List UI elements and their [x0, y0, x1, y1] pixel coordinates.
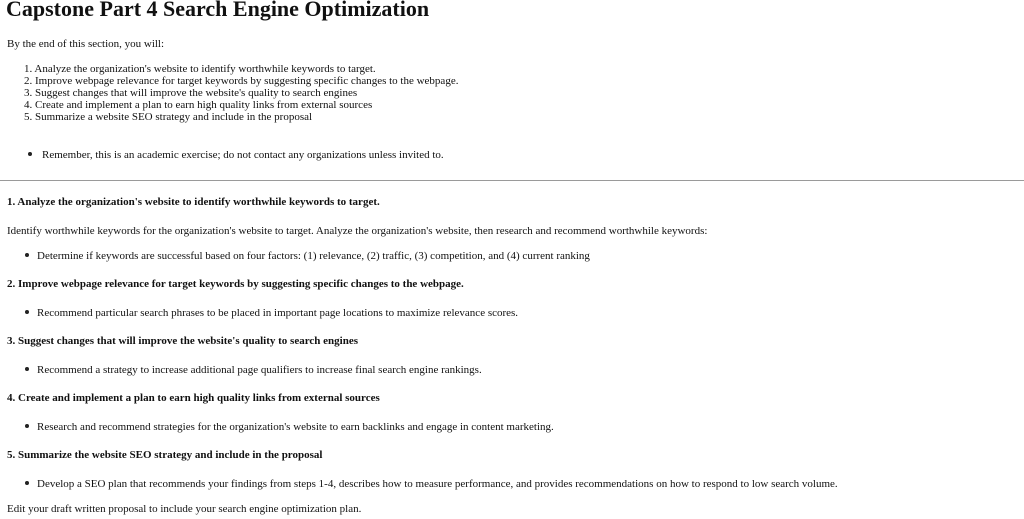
- section-bullet-1: [25, 249, 590, 263]
- section-bullet-3: [25, 363, 482, 377]
- objective-item: 4. Create and implement a plan to earn high quality links from external sources: [24, 99, 373, 111]
- bullet-text: Determine if keywords are successful based on four factors: (1) relevance, (2) traffic, (3) competition, and (4) current ranking: [37, 250, 590, 262]
- section-bullet-2: [25, 306, 518, 320]
- section-description-1: Identify worthwhile keywords for the organization's website to target. Analyze the organization's website, then research and recommend worthwhile keywords:: [7, 225, 708, 237]
- reminder-note: [28, 148, 444, 162]
- section-divider: [0, 180, 1024, 181]
- objective-item: 5. Summarize a website SEO strategy and include in the proposal: [24, 111, 313, 123]
- bullet-icon: [25, 481, 29, 485]
- objective-item: 3. Suggest changes that will improve the website's quality to search engines: [24, 87, 358, 99]
- objectives-list: [24, 63, 458, 123]
- objective-item: 2. Improve webpage relevance for target keywords by suggesting specific changes to the webpage.: [24, 75, 459, 87]
- section-heading-3: 3. Suggest changes that will improve the website's quality to search engines: [7, 335, 358, 347]
- section-heading-2: 2. Improve webpage relevance for target keywords by suggesting specific changes to the webpage.: [7, 278, 464, 290]
- bullet-text: Research and recommend strategies for the organization's website to earn backlinks and engage in content marketing.: [37, 421, 554, 433]
- reminder-text: Remember, this is an academic exercise; do not contact any organizations unless invited to.: [42, 149, 444, 161]
- bullet-icon: [25, 367, 29, 371]
- page-title: Capstone Part 4 Search Engine Optimization: [6, 0, 430, 21]
- section-heading-4: 4. Create and implement a plan to earn high quality links from external sources: [7, 392, 380, 404]
- bullet-text: Recommend particular search phrases to be placed in important page locations to maximize relevance scores.: [37, 307, 519, 319]
- bullet-text: Recommend a strategy to increase additional page qualifiers to increase final search engine rankings.: [37, 364, 482, 376]
- section-heading-5: 5. Summarize the website SEO strategy and include in the proposal: [7, 449, 323, 461]
- objective-item: 1. Analyze the organization's website to identify worthwhile keywords to target.: [24, 63, 376, 75]
- section-bullet-4: [25, 420, 554, 434]
- bullet-text: Develop a SEO plan that recommends your findings from steps 1-4, describes how to measure performance, and provides recommendations on how to respond to low search volume.: [37, 478, 838, 490]
- bullet-icon: [25, 310, 29, 314]
- bullet-icon: [28, 152, 32, 156]
- intro-text: By the end of this section, you will:: [7, 38, 165, 50]
- section-bullet-5: [25, 477, 838, 491]
- section-heading-1: 1. Analyze the organization's website to identify worthwhile keywords to target.: [7, 196, 380, 208]
- bullet-icon: [25, 424, 29, 428]
- closing-text: Edit your draft written proposal to include your search engine optimization plan.: [7, 503, 362, 515]
- bullet-icon: [25, 253, 29, 257]
